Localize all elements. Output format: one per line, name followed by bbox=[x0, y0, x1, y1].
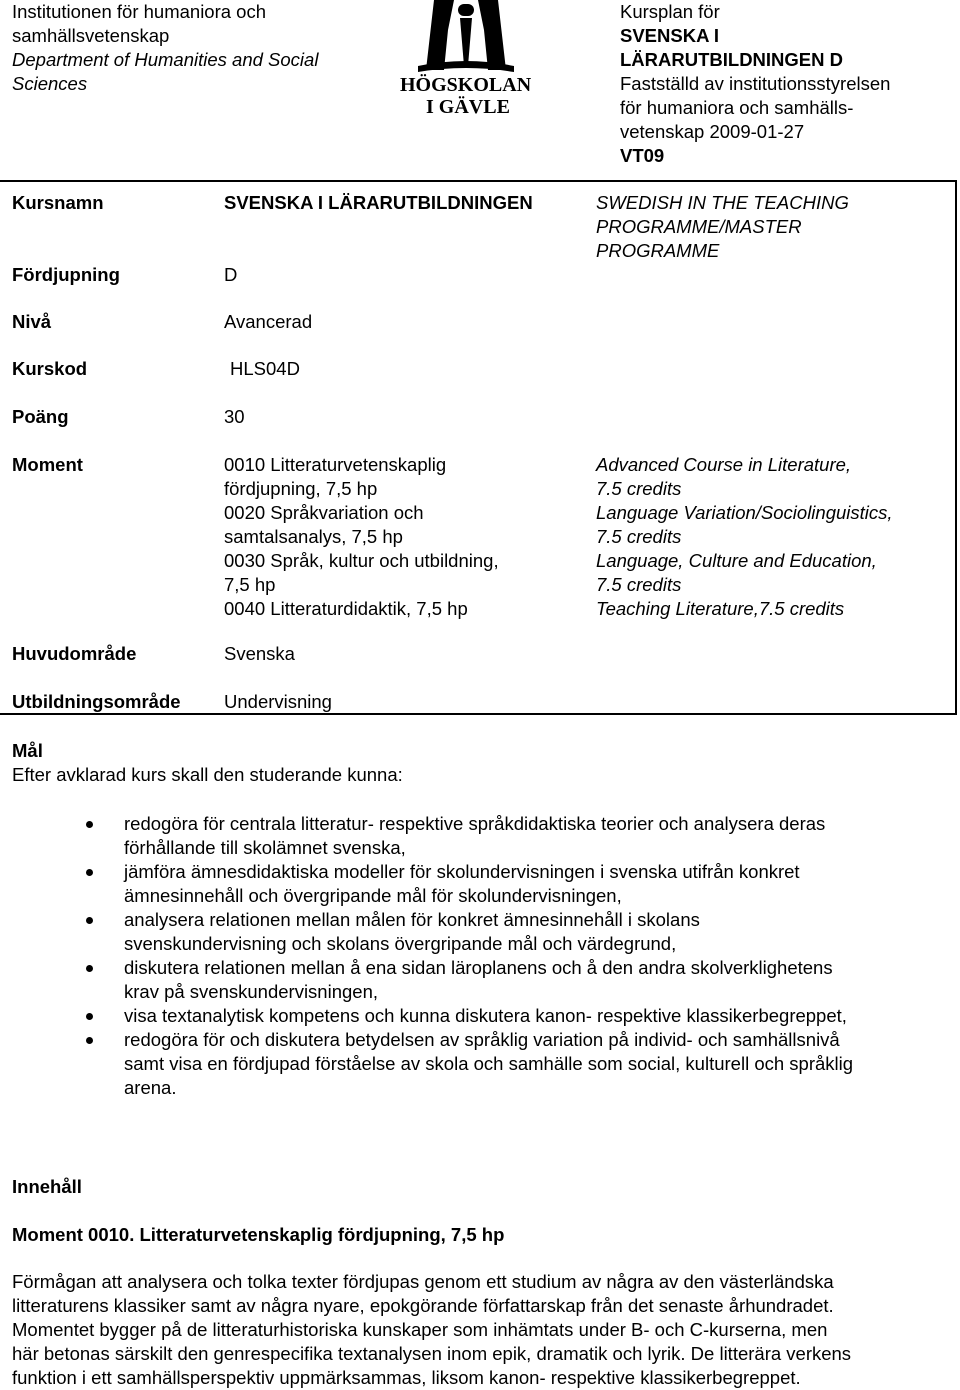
poang-value: 30 bbox=[224, 406, 245, 427]
goals-heading: Mål bbox=[12, 740, 43, 761]
approval-line: vetenskap 2009-01-27 bbox=[620, 121, 805, 142]
kursnamn-sv: SVENSKA I LÄRARUTBILDNINGEN bbox=[224, 192, 533, 213]
bullet-icon bbox=[86, 917, 93, 924]
course-name-line: LÄRARUTBILDNINGEN D bbox=[620, 49, 844, 70]
list-item: analysera relationen mellan målen för konkret ämnesinnehåll i skolans svenskundervisning och skolans övergripande mål och värdegrund, bbox=[86, 908, 946, 956]
list-item: jämföra ämnesdidaktiska modeller för skolundervisningen i svenska utifrån konkret ämnesinnehåll och övergripande mål för skolundervisningen, bbox=[86, 860, 946, 908]
bullet-icon bbox=[86, 965, 93, 972]
moment-description: Förmågan att analysera och tolka texter fördjupas genom ett studium av några av den västerländska litteraturens klassiker samt av några nyare, epokgörande författarskap från det senaste århundradet. Momentet bygger på de litteraturhistoriska kunskaper som inhämtats under B- och C-kurserna, men här betonas särskilt den genrespecifika textanalysen inom epik, dramatik och lyrik. De litterära verkens funktion i ett samhällsperspektiv uppmärksammas, liksom kanon- respektive klassikerbegreppet. bbox=[12, 1271, 852, 1388]
list-item: diskutera relationen mellan å ena sidan läroplanens och å den andra skolverklighetens krav på svenskundervisningen, bbox=[86, 956, 946, 1004]
department-en-line: Department of Humanities and Social bbox=[12, 49, 319, 70]
department-sv-line: samhällsvetenskap bbox=[12, 25, 170, 46]
course-name-line: SVENSKA I bbox=[620, 25, 720, 46]
syllabus-header bbox=[620, 0, 950, 168]
kurskod-value: HLS04D bbox=[230, 358, 300, 379]
poang-label: Poäng bbox=[12, 406, 69, 427]
bullet-icon bbox=[86, 869, 93, 876]
approval-line: för humaniora och samhälls- bbox=[620, 97, 854, 118]
niva-value: Avancerad bbox=[224, 311, 313, 332]
bullet-icon bbox=[86, 1037, 93, 1044]
kurskod-label: Kurskod bbox=[12, 358, 88, 379]
fordjupning-value: D bbox=[224, 264, 238, 285]
term-label: VT09 bbox=[620, 145, 665, 166]
table-right-border bbox=[955, 180, 957, 715]
bullet-icon bbox=[86, 1013, 93, 1020]
table-top-border bbox=[0, 180, 957, 182]
department-sv-line: Institutionen för humaniora och bbox=[12, 1, 267, 22]
list-item: visa textanalytisk kompetens och kunna diskutera kanon- respektive klassikerbegreppet, bbox=[86, 1004, 946, 1028]
logo-text-line2: I GÄVLE bbox=[426, 96, 510, 118]
utbildningsomrade-label: Utbildningsområde bbox=[12, 691, 181, 712]
kursnamn-label: Kursnamn bbox=[12, 192, 104, 213]
goals-intro: Efter avklarad kurs skall den studerande kunna: bbox=[12, 764, 403, 785]
goals-list bbox=[86, 812, 946, 1100]
fordjupning-label: Fördjupning bbox=[12, 264, 120, 285]
kursnamn-en: SWEDISH IN THE TEACHING PROGRAMME/MASTER PROGRAMME bbox=[596, 192, 849, 261]
huvudomrade-value: Svenska bbox=[224, 643, 295, 664]
approval-line: Fastställd av institutionsstyrelsen bbox=[620, 73, 891, 94]
moment-label: Moment bbox=[12, 454, 83, 475]
list-item: redogöra för och diskutera betydelsen av språklig variation på individ- och samhällsnivå samt visa en fördjupad förståelse av skola och samhälle som social, kulturell och språklig arena. bbox=[86, 1028, 946, 1100]
bullet-icon bbox=[86, 821, 93, 828]
moment-list-sv: 0010 Litteraturvetenskaplig fördjupning, 7,5 hp 0020 Språkvariation och samtalsanalys, 7,5 hp 0030 Språk, kultur och utbildning, 7,5 hp 0040 Litteraturdidaktik, 7,5 hp bbox=[224, 454, 499, 619]
university-logo bbox=[396, 0, 536, 120]
department-header bbox=[12, 0, 382, 96]
huvudomrade-label: Huvudområde bbox=[12, 643, 137, 664]
moment-list-en: Advanced Course in Literature, 7.5 credits Language Variation/Sociolinguistics, 7.5 credits Language, Culture and Education, 7.5 credits Teaching Literature,7.5 credits bbox=[596, 454, 893, 619]
list-item: redogöra för centrala litteratur- respektive språkdidaktiska teorier och analysera deras förhållande till skolämnet svenska, bbox=[86, 812, 946, 860]
department-en-line: Sciences bbox=[12, 73, 88, 94]
moment-heading: Moment 0010. Litteraturvetenskaplig fördjupning, 7,5 hp bbox=[12, 1224, 505, 1245]
utbildningsomrade-value: Undervisning bbox=[224, 691, 332, 712]
niva-label: Nivå bbox=[12, 311, 52, 332]
syllabus-title: Kursplan för bbox=[620, 1, 720, 22]
logo-text-line1: HÖGSKOLAN bbox=[400, 74, 532, 96]
content-heading: Innehåll bbox=[12, 1176, 82, 1197]
